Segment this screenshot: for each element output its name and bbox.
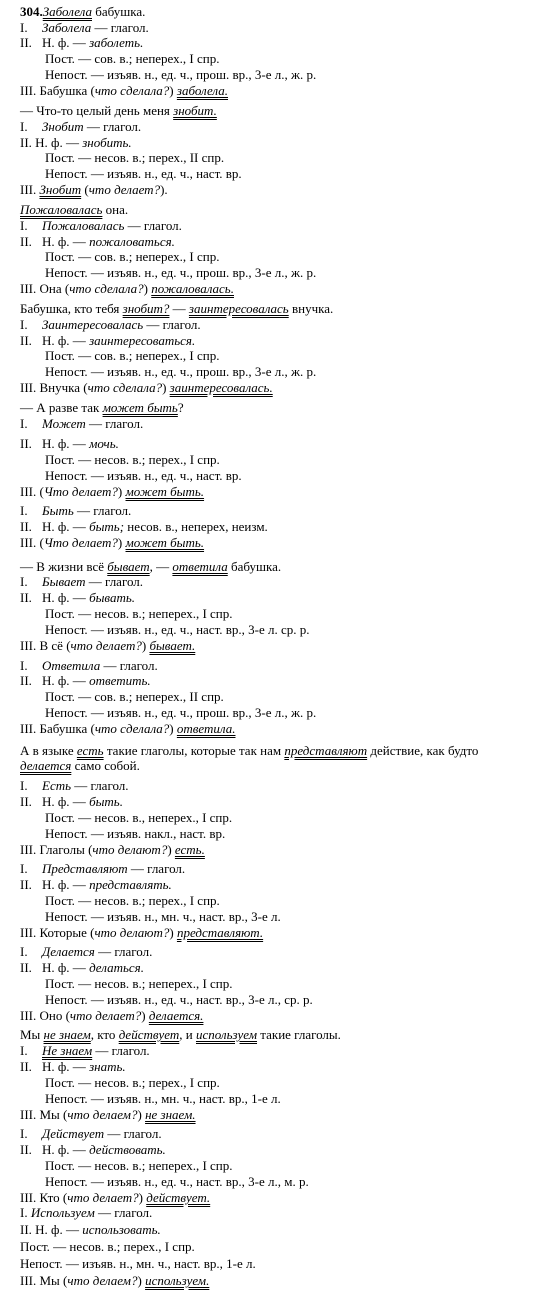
text-run: Непост. — изъяв. накл., наст. вр. [45, 826, 226, 841]
text-line [20, 944, 152, 960]
text-line [20, 758, 140, 774]
text-line [20, 20, 149, 36]
text-line [20, 1205, 152, 1221]
text-run: Заболела [42, 20, 92, 35]
text-run: представлять. [89, 877, 172, 892]
text-run: Пост. — несов. в.; неперех., I спр. [45, 606, 233, 621]
text-run: ) [138, 1190, 147, 1205]
text-line [20, 436, 119, 452]
text-run: что делает? [67, 1190, 139, 1205]
text-run: Представляют [42, 861, 128, 876]
text-run: — глагол. [92, 1043, 150, 1058]
underlined-verb: заинтересовалась. [169, 380, 273, 395]
text-run: , — [149, 559, 173, 574]
text-line [45, 452, 220, 468]
text-run: — глагол. [85, 574, 144, 589]
text-run: Непост. — изъяв. н., ед. ч., прош. вр., 3-е л., ж. р. [45, 265, 317, 280]
text-run: III. Внучка ( [20, 380, 88, 395]
text-run: I. [20, 1205, 31, 1220]
text-line [20, 960, 144, 976]
text-run: Непост. — изъяв. н., ед. ч., наст. вр., 3-е л., ср. р. [45, 992, 313, 1007]
text-run: II. Н. ф. — [20, 1222, 83, 1237]
text-run: — А разве так [20, 400, 103, 415]
underlined-verb: может быть. [125, 535, 205, 550]
roman-numeral: II. [20, 519, 32, 534]
roman-numeral: II. [20, 333, 32, 348]
text-run: ? [177, 400, 184, 415]
text-run: II. Н. ф. — [20, 135, 83, 150]
text-run: — глагол. [94, 1205, 153, 1220]
text-line [20, 925, 263, 941]
text-line [45, 468, 242, 484]
text-run: что делаем? [67, 1273, 138, 1288]
text-run: — Что-то целый день меня [20, 103, 174, 118]
text-run: она. [102, 202, 129, 217]
roman-numeral: II. [20, 1142, 32, 1157]
text-run: ) [141, 1008, 149, 1023]
text-line [20, 218, 182, 234]
text-line [45, 976, 233, 992]
underlined-verb: Не знаем [42, 1043, 93, 1058]
text-run: пожаловаться. [89, 234, 175, 249]
roman-numeral: I. [20, 119, 28, 134]
text-run: Пост. — несов. в.; перех., I спр. [45, 452, 220, 467]
text-line [20, 1027, 341, 1043]
text-run: — глагол. [91, 20, 149, 35]
underlined-verb: действует. [146, 1190, 211, 1205]
roman-numeral: II. [20, 673, 32, 688]
roman-numeral: II. [20, 960, 32, 975]
text-line [20, 1239, 195, 1255]
text-line [20, 1190, 210, 1206]
text-line [45, 348, 219, 364]
underlined-verb: не знаем [43, 1027, 91, 1042]
text-run: Н. ф. — [42, 794, 90, 809]
text-line [20, 1008, 203, 1024]
roman-numeral: I. [20, 944, 28, 959]
roman-numeral: II. [20, 590, 32, 605]
text-run: ). [160, 182, 168, 197]
text-run: Н. ф. — [42, 877, 90, 892]
text-run: — глагол. [127, 861, 186, 876]
text-run: действие, как будто [367, 743, 479, 758]
roman-numeral: I. [20, 1126, 28, 1141]
text-run: — глагол. [83, 119, 142, 134]
roman-numeral: I. [20, 1043, 28, 1058]
roman-numeral: I. [20, 317, 28, 332]
text-line [45, 606, 233, 622]
text-run: ) [141, 638, 150, 653]
text-run: Н. ф. — [42, 673, 90, 688]
text-run: что делают? [92, 842, 168, 857]
text-line [45, 622, 310, 638]
text-line [20, 202, 128, 218]
text-run: — глагол. [143, 317, 201, 332]
text-run: III. Бабушка ( [20, 721, 95, 736]
text-line [20, 35, 143, 51]
text-run: быть. [89, 794, 123, 809]
underlined-verb: Пожаловалась [20, 202, 103, 217]
text-run: — глагол. [94, 944, 153, 959]
text-line [20, 333, 195, 349]
text-run: Пост. — несов. в.; неперех., I спр. [45, 976, 233, 991]
text-run: III. Которые ( [20, 925, 95, 940]
text-run: Непост. — изъяв. н., мн. ч., наст. вр., 1-е л. [45, 1091, 281, 1106]
text-run: Пост. — сов. в.; неперех., II спр. [45, 689, 224, 704]
text-run: бывать. [89, 590, 136, 605]
text-run: что делает? [70, 638, 142, 653]
text-line [45, 1091, 281, 1107]
text-run: III. Мы ( [20, 1107, 68, 1122]
underlined-verb: делается. [148, 1008, 204, 1023]
text-run: — глагол. [73, 503, 132, 518]
roman-numeral: I. [20, 416, 28, 431]
text-line [20, 484, 204, 500]
text-run: III. Кто ( [20, 1190, 68, 1205]
text-run: ) [169, 925, 177, 940]
text-line [20, 861, 185, 877]
text-run: Используем [30, 1205, 95, 1220]
text-run: ) [117, 535, 126, 550]
text-line [45, 249, 219, 265]
text-run: Действует [42, 1126, 105, 1141]
text-line [20, 281, 234, 297]
text-line [45, 705, 316, 721]
roman-numeral: I. [20, 778, 28, 793]
text-run: III. Она ( [20, 281, 70, 296]
text-run: Н. ф. — [42, 35, 90, 50]
underlined-verb: заинтересовалась [188, 301, 289, 316]
text-run: Непост. — изъяв. н., мн. ч., наст. вр., 1-е л. [20, 1256, 256, 1271]
text-line [45, 67, 316, 83]
text-run: Что делает? [43, 535, 118, 550]
text-run: ) [137, 1107, 146, 1122]
text-run: Непост. — изъяв. н., ед. ч., наст. вр., 3-е л. ср. р. [45, 622, 310, 637]
text-run: Непост. — изъяв. н., ед. ч., наст. вр. [45, 468, 242, 483]
text-run: мочь. [89, 436, 119, 451]
underlined-verb: пожаловалась. [151, 281, 234, 296]
text-line [45, 364, 316, 380]
text-run: что сделала? [94, 721, 170, 736]
text-line [20, 135, 132, 151]
text-line [20, 119, 141, 135]
text-run: Н. ф. — [42, 333, 90, 348]
roman-numeral: I. [20, 218, 28, 233]
text-line [20, 4, 145, 20]
text-line [20, 778, 129, 794]
text-line [20, 1256, 256, 1272]
text-line [45, 689, 224, 705]
text-line [20, 83, 228, 99]
text-run: Н. ф. — [42, 1142, 90, 1157]
text-line [20, 842, 205, 858]
underlined-verb: может быть. [125, 484, 205, 499]
text-line [45, 992, 313, 1008]
text-run: , кто [90, 1027, 119, 1042]
text-run: ) [162, 380, 170, 395]
text-run: Пост. — несов. в.; перех., I спр. [45, 1075, 220, 1090]
text-run: бабушка. [92, 4, 146, 19]
text-run: Пост. — несов. в.; перех., II спр. [45, 150, 225, 165]
text-line [20, 416, 143, 432]
text-run: ) [137, 1273, 146, 1288]
text-run: ) [143, 281, 152, 296]
text-run: Непост. — изъяв. н., ед. ч., прош. вр., 3-е л., ж. р. [45, 705, 317, 720]
text-run: Пост. — несов. в., неперех., I спр. [45, 810, 233, 825]
text-run: III. ( [20, 484, 44, 499]
underlined-verb: не знаем. [145, 1107, 196, 1122]
text-run: что сделала? [87, 380, 163, 395]
text-run: Пост. — сов. в.; неперех., I спр. [45, 51, 220, 66]
text-run: Н. ф. — [42, 234, 90, 249]
text-run: внучка. [288, 301, 334, 316]
text-line [20, 234, 175, 250]
text-run: III. Оно ( [20, 1008, 70, 1023]
text-line [45, 893, 220, 909]
underlined-verb: представляют. [176, 925, 264, 940]
text-run: заинтересоваться. [89, 333, 196, 348]
underlined-verb: ответила [172, 559, 228, 574]
text-line [20, 1222, 161, 1238]
text-run: Бывает [42, 574, 86, 589]
text-run: — глагол. [71, 778, 129, 793]
underlined-verb: знобит. [173, 103, 217, 118]
roman-numeral: II. [20, 877, 32, 892]
text-line [45, 826, 225, 842]
underlined-verb: есть. [174, 842, 205, 857]
text-run: Непост. — изъяв. н., ед. ч., прош. вр., 3-е л., ж. р. [45, 364, 317, 379]
text-run: действовать. [89, 1142, 166, 1157]
text-run: что сделала? [69, 281, 144, 296]
text-run: Н. ф. — [42, 1059, 90, 1074]
underlined-verb: бывает. [149, 638, 196, 653]
underlined-verb: Заболела [42, 4, 92, 19]
text-line [20, 317, 201, 333]
text-line [20, 503, 131, 519]
text-run: Непост. — изъяв. н., мн. ч., наст. вр., 3-е л. [45, 909, 281, 924]
text-run: ) [169, 721, 177, 736]
text-line [45, 1158, 233, 1174]
underlined-verb: представляют [284, 743, 368, 758]
text-line [45, 150, 224, 166]
text-run: Заинтересовалась [42, 317, 144, 332]
text-run: Пост. — сов. в.; неперех., I спр. [45, 348, 220, 363]
text-run: Непост. — изъяв. н., ед. ч., наст. вр. [45, 166, 242, 181]
text-run: бабушка. [227, 559, 282, 574]
text-line [20, 301, 333, 317]
text-run: Непост. — изъяв. н., ед. ч., прош. вр., 3-е л., ж. р. [45, 67, 317, 82]
text-run: — глагол. [85, 416, 144, 431]
text-run: Быть [42, 503, 74, 518]
text-run: использовать. [82, 1222, 161, 1237]
text-line [45, 810, 232, 826]
text-line [20, 535, 204, 551]
text-line [20, 721, 235, 737]
text-line [45, 1174, 309, 1190]
underlined-verb: бывает [107, 559, 150, 574]
text-run: — В жизни всё [20, 559, 108, 574]
roman-numeral: I. [20, 574, 28, 589]
text-run: знобить. [82, 135, 132, 150]
text-line [20, 574, 143, 590]
text-run: делаться. [89, 960, 144, 975]
underlined-verb: делается [20, 758, 72, 773]
text-line [45, 1075, 220, 1091]
text-run: — глагол. [100, 658, 158, 673]
text-run: ( [81, 182, 89, 197]
text-run: Делается [42, 944, 95, 959]
underlined-verb: используем [195, 1027, 258, 1042]
text-line [20, 1273, 209, 1289]
text-line [20, 1059, 126, 1075]
text-run: такие глаголы, которые так нам [103, 743, 285, 758]
text-line [45, 265, 316, 281]
text-line [20, 182, 168, 198]
text-run: ) [167, 842, 175, 857]
text-run: III. Глаголы ( [20, 842, 93, 857]
text-run: ответить. [89, 673, 151, 688]
text-line [20, 590, 135, 606]
text-run: Бабушка, кто тебя [20, 301, 123, 316]
text-run: быть; [89, 519, 125, 534]
text-run: III. В сё ( [20, 638, 71, 653]
text-run: Пост. — сов. в.; неперех., I спр. [45, 249, 220, 264]
roman-numeral: II. [20, 436, 32, 451]
text-run: Пожаловалась [42, 218, 125, 233]
roman-numeral: I. [20, 503, 28, 518]
text-run: III. ( [20, 535, 44, 550]
text-run: ) [117, 484, 126, 499]
text-line [45, 51, 219, 67]
text-run: Пост. — несов. в.; неперех., I спр. [45, 1158, 233, 1173]
text-run: что делаем? [67, 1107, 138, 1122]
text-run: Мы [20, 1027, 44, 1042]
text-line [20, 794, 123, 810]
text-line [20, 400, 184, 416]
text-run: что делает? [88, 182, 161, 197]
text-line [20, 519, 268, 535]
text-run: Может [42, 416, 86, 431]
underlined-verb: действует [118, 1027, 180, 1042]
text-run: такие глаголы. [257, 1027, 341, 1042]
text-line [20, 103, 217, 119]
text-run: Что делает? [43, 484, 118, 499]
text-run: заболеть. [89, 35, 144, 50]
underlined-verb: используем. [145, 1273, 210, 1288]
roman-numeral: II. [20, 794, 32, 809]
text-run: само собой. [71, 758, 140, 773]
text-line [20, 380, 273, 396]
text-line [45, 166, 242, 182]
underlined-verb: заболела. [176, 83, 229, 98]
text-line [20, 638, 195, 654]
text-run: Н. ф. — [42, 519, 90, 534]
text-line [20, 658, 158, 674]
roman-numeral: I. [20, 658, 28, 673]
text-run: 304. [20, 4, 43, 19]
text-run: Пост. — несов. в.; перех., I спр. [20, 1239, 195, 1254]
underlined-verb: ответила. [176, 721, 236, 736]
text-run: , и [179, 1027, 196, 1042]
text-run: — глагол. [124, 218, 182, 233]
underlined-verb: Знобит [39, 182, 82, 197]
text-run: что делает? [69, 1008, 142, 1023]
text-run: — глагол. [104, 1126, 162, 1141]
text-line [20, 1043, 150, 1059]
text-run: Пост. — несов. в.; перех., I спр. [45, 893, 220, 908]
text-line [20, 877, 172, 893]
text-line [20, 559, 281, 575]
text-run: — [169, 301, 189, 316]
text-line [45, 909, 281, 925]
text-line [20, 743, 478, 759]
text-line [20, 1126, 162, 1142]
text-run: III. Мы ( [20, 1273, 68, 1288]
underlined-verb: может быть [102, 400, 178, 415]
roman-numeral: II. [20, 35, 32, 50]
text-run: Н. ф. — [42, 960, 90, 975]
underlined-verb: есть [76, 743, 104, 758]
text-run: что сделала? [94, 83, 170, 98]
text-line [20, 1142, 166, 1158]
text-run: Н. ф. — [42, 590, 90, 605]
text-run: Ответила [42, 658, 101, 673]
text-run: ) [169, 83, 177, 98]
text-run: несов. в., неперех, неизм. [124, 519, 268, 534]
text-run: Н. ф. — [42, 436, 90, 451]
roman-numeral: I. [20, 20, 28, 35]
roman-numeral: I. [20, 861, 28, 876]
text-run: Знобит [42, 119, 84, 134]
text-line [20, 1107, 196, 1123]
roman-numeral: II. [20, 1059, 32, 1074]
roman-numeral: II. [20, 234, 32, 249]
text-run: А в языке [20, 743, 77, 758]
text-run: III. Бабушка ( [20, 83, 95, 98]
text-line [20, 673, 151, 689]
text-run: Непост. — изъяв. н., ед. ч., наст. вр., 3-е л., м. р. [45, 1174, 309, 1189]
text-run: Есть [42, 778, 72, 793]
text-run: знать. [89, 1059, 126, 1074]
text-run: III. [20, 182, 40, 197]
underlined-verb: знобит? [122, 301, 170, 316]
text-run: что делают? [94, 925, 170, 940]
